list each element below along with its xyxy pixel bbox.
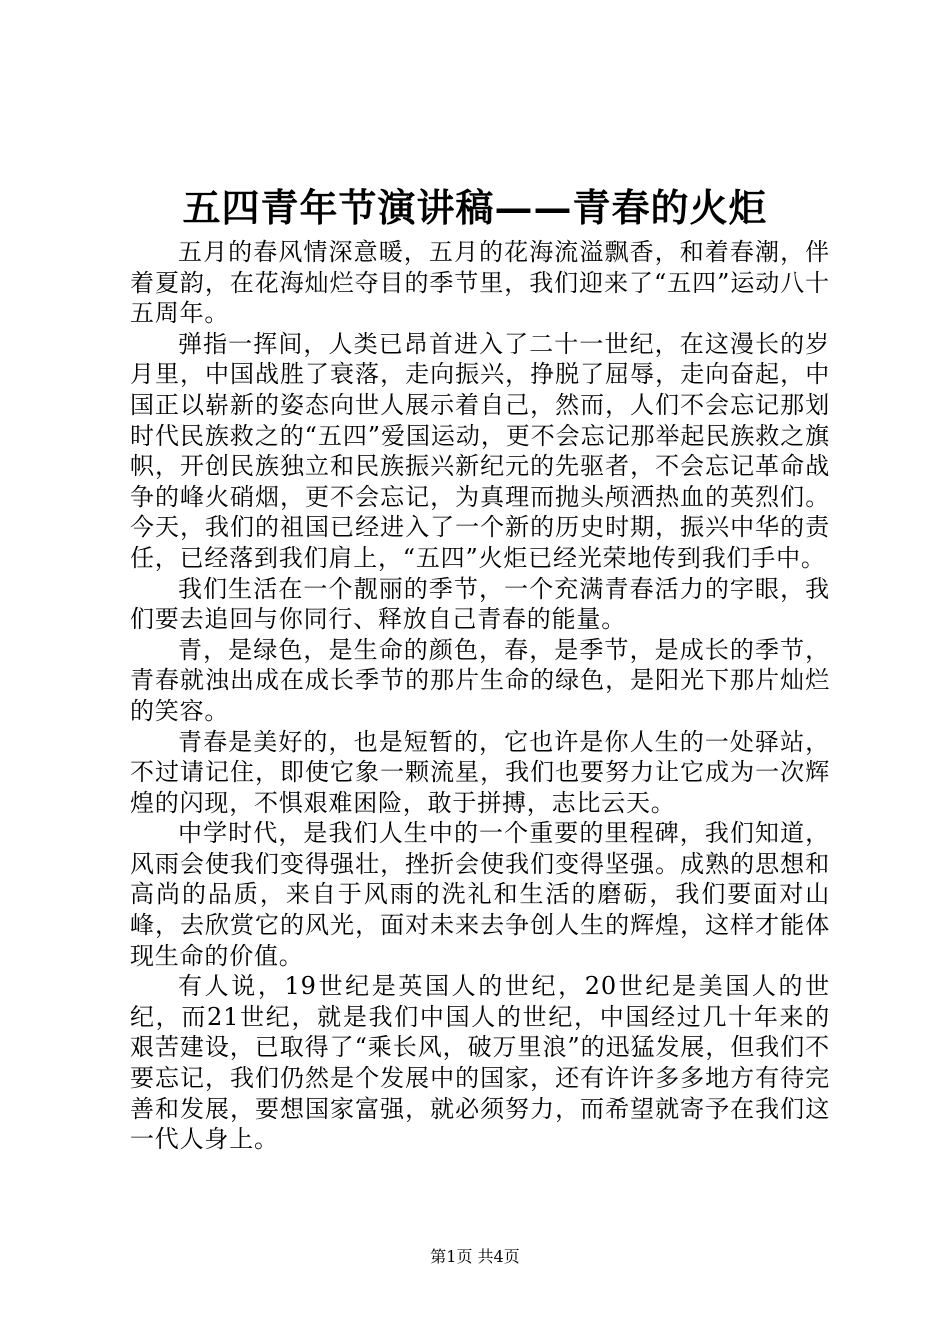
paragraph: 青，是绿色，是生命的颜色，春，是季节，是成长的季节，青春就浊出成在成长季节的那片生命的绿色，是阳光下那片灿烂的笑容。 <box>130 635 830 725</box>
paragraph: 五月的春风情深意暖，五月的花海流溢飘香，和着春潮，伴着夏韵，在花海灿烂夺目的季节里，我们迎来了“五四”运动八十五周年。 <box>130 238 830 328</box>
paragraph: 我们生活在一个靓丽的季节，一个充满青春活力的字眼，我们要去追回与你同行、释放自己青春的能量。 <box>130 574 830 634</box>
paragraph: 中学时代，是我们人生中的一个重要的里程碑，我们知道，风雨会使我们变得强壮，挫折会使我们变得坚强。成熟的思想和高尚的品质，来自于风雨的洗礼和生活的磨砺，我们要面对山峰，去欣赏它的风光，面对未来去争创人生的辉煌，这样才能体现生命的价值。 <box>130 819 830 970</box>
document-body <box>130 237 830 1155</box>
page-number-footer: 第1页 共4页 <box>430 1247 520 1266</box>
paragraph: 弹指一挥间，人类已昂首进入了二十一世纪，在这漫长的岁月里，中国战胜了衰落，走向振兴，挣脱了屈辱，走向奋起，中国正以崭新的姿态向世人展示着自己，然而，人们不会忘记那划时代民族救之的“五四”爱国运动，更不会忘记那举起民族救之旗帜，开创民族独立和民族振兴新纪元的先驱者，不会忘记革命战争的峰火硝烟，更不会忘记，为真理而抛头颅洒热血的英烈们。今天，我们的祖国已经进入了一个新的历史时期，振兴中华的责任，已经落到我们肩上，“五四”火炬已经光荣地传到我们手中。 <box>130 329 830 572</box>
document-title: 五四青年节演讲稿——青春的火炬 <box>182 185 768 230</box>
paragraph: 青春是美好的，也是短暂的，它也许是你人生的一处驿站，不过请记住，即使它象一颗流星，我们也要努力让它成为一次辉煌的闪现，不惧艰难困险，敢于拼搏，志比云天。 <box>130 727 830 817</box>
paragraph: 有人说，19世纪是英国人的世纪，20世纪是美国人的世纪，而21世纪，就是我们中国人的世纪，中国经过几十年来的艰苦建设，已取得了“乘长风，破万里浪”的迅猛发展，但我们不要忘记，我们仍然是个发展中的国家，还有许许多多地方有待完善和发展，要想国家富强，就必须努力，而希望就寄予在我们这一代人身上。 <box>130 972 830 1154</box>
